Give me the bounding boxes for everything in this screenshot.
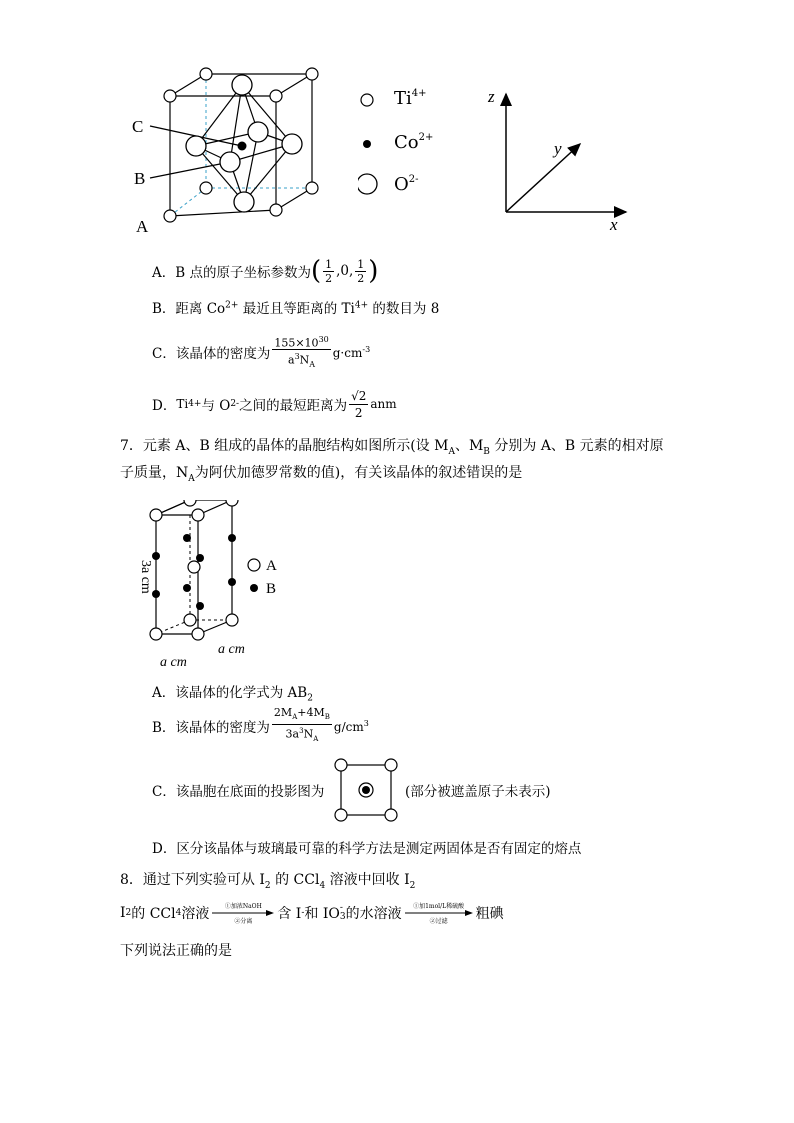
legend-o: $O^{2-}$ [394, 174, 419, 195]
projection-diagram [334, 758, 398, 822]
q7-option-b: B．该晶体的密度为 $\frac{2M_A+4M_B}{3a^3N_A}$ $g/cm^3$ [152, 705, 369, 744]
legend-b-label: B [266, 581, 277, 597]
legend-ti: $Ti^{4+}$ [394, 88, 427, 109]
flow-arrow-2: ①加1mol/L稀硫酸 ②过滤 [405, 901, 473, 925]
flow-arrow-1: ①加浓NaOH ②分离 [212, 901, 274, 925]
q7-option-c: C．该晶胞在底面的投影图为 [152, 784, 325, 800]
fig2-legend [244, 555, 294, 605]
q8-question-line: 下列说法正确的是 [120, 943, 232, 959]
perovskite-unit-cell-figure [128, 60, 338, 240]
q7-option-c-note: (部分被遮盖原子未表示) [405, 784, 551, 800]
q8-flow: I 2 的 CCl 4 溶液 ①加浓NaOH ②分离 含 I - 和 IO - 3 的水溶液 ①加1mol/L稀硫酸 ②过滤 粗碘 [120, 903, 504, 925]
cell-width-label-2: a cm [218, 642, 245, 657]
q7-option-a: A．该晶体的化学式为 $AB_2$ [152, 685, 313, 704]
legend-a-label: A [266, 558, 277, 574]
q6-option-b: B．距离 $Co^{2+}$ 最近且等距离的 $Ti^{4+}$ 的数目为 8 [152, 300, 440, 317]
cell-width-label-1: a cm [160, 655, 187, 670]
q6-option-c: C．该晶体的密度为 $\frac{155\times 10^{30}}{a^3N_A}$ $g\cdot cm^{-3}$ [152, 334, 371, 370]
label-a: A [136, 217, 149, 236]
legend-co: $Co^{2+}$ [394, 132, 434, 153]
q7-stem-line1: 7．元素 A、B 组成的晶体的晶胞结构如图所示(设 $M_A$、$M_B$ 分别为 A、B 元素的相对原 [120, 438, 664, 457]
label-b: B [134, 169, 146, 188]
q8-stem: 8．通过下列实验可从 $I_2$ 的 CCl$_4$ 溶液中回收 $I_2$ [120, 872, 416, 891]
cell-height-label: 3a cm [138, 560, 153, 594]
q7-stem-line2: 子质量，$N_A$为阿伏加德罗常数的值)，有关该晶体的叙述错误的是 [120, 465, 523, 484]
axis-z-label: z [488, 87, 495, 106]
axis-x-label: x [610, 215, 618, 234]
label-c: C [132, 117, 144, 136]
fig1-legend [358, 86, 448, 206]
q6-option-d: D． Ti 4+ 与 O 2- 之间的最短距离为 $\frac{√2}{2}$ anm [152, 388, 397, 420]
xyz-axes-figure [482, 82, 642, 237]
axis-y-label: y [554, 139, 562, 158]
q6-option-a: A．B 点的原子坐标参数为 ( $\frac{1}{2}$ ,0, $\frac{1}{2}$ ) [152, 256, 379, 286]
q7-option-d: D．区分该晶体与玻璃最可靠的科学方法是测定两固体是否有固定的熔点 [152, 841, 582, 857]
